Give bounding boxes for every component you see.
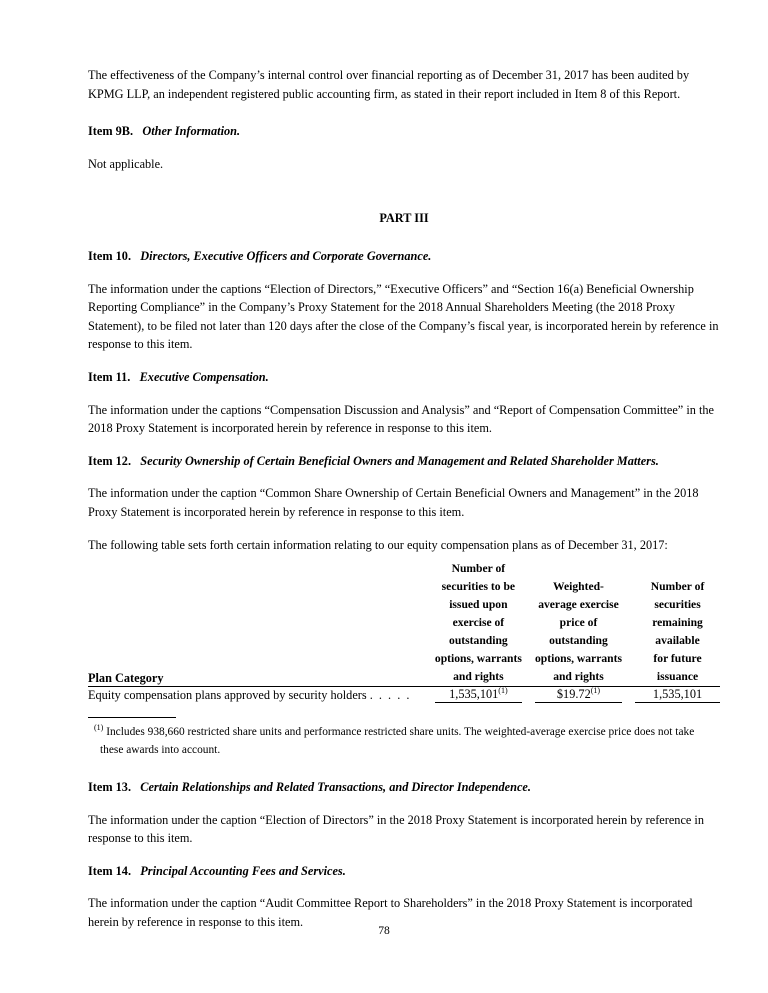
col3-line4: available xyxy=(655,634,700,648)
heading-item-12 xyxy=(88,452,720,471)
paragraph-item-10-body: The information under the captions “Election of Directors,” “Executive Officers” and “Section 16(a) Beneficial Ownership Reporting Compliance” in the Company’s Proxy Statement for the 2018 Annual Shareholders Meeting (the 2018 Proxy Statement), to be filed not later than 120 days after the close of the Company’s fiscal year, is incorporated herein by reference in response to this item. xyxy=(88,281,719,352)
col1-line3: issued upon xyxy=(449,598,508,612)
page-content xyxy=(88,66,720,932)
table-header-col-3 xyxy=(635,560,720,686)
heading-item-12-title: Security Ownership of Certain Beneficial Owners and Management and Related Shareholder Matters. xyxy=(140,453,659,468)
paragraph-item-11-body: The information under the captions “Compensation Discussion and Analysis” and “Report of Compensation Committee” in the 2018 Proxy Statement is incorporated herein by reference in response to this item. xyxy=(88,402,714,436)
col3-line1: Number of xyxy=(650,580,705,594)
heading-item-10-lead: Item 10. xyxy=(88,248,132,263)
heading-item-14-title: Principal Accounting Fees and Services. xyxy=(140,863,346,878)
table-header-col-1 xyxy=(435,560,522,686)
paragraph-item-13-body: The information under the caption “Election of Directors” in the 2018 Proxy Statement is incorporated herein by reference in response to this item. xyxy=(88,812,704,846)
table-cell-value-1-footnote: (1) xyxy=(498,686,508,695)
heading-item-9b-title: Other Information. xyxy=(142,124,241,139)
heading-item-14-lead: Item 14. xyxy=(88,863,132,878)
table-footnote xyxy=(88,724,720,759)
heading-item-10-title: Directors, Executive Officers and Corporate Governance. xyxy=(140,248,432,263)
heading-item-13 xyxy=(88,778,720,797)
table-cell-value-2 xyxy=(535,687,622,703)
paragraph-table-intro: The following table sets forth certain information relating to our equity compensation plans as of December 31, 2017: xyxy=(88,537,668,552)
footnote-divider xyxy=(88,717,176,718)
table-footnote-text: Includes 938,660 restricted share units and performance restricted share units. The weighted-average exercise price does not take these awards into account. xyxy=(100,726,695,756)
col2-line6: and rights xyxy=(553,670,604,684)
heading-item-11 xyxy=(88,368,720,387)
col1-line6: options, warrants xyxy=(434,652,522,666)
col1-line5: outstanding xyxy=(449,634,508,648)
col2-line2: average exercise xyxy=(538,598,619,612)
col3-line3: remaining xyxy=(652,616,703,630)
heading-item-11-lead: Item 11. xyxy=(88,369,131,384)
equity-compensation-table xyxy=(88,560,720,703)
paragraph-not-applicable: Not applicable. xyxy=(88,156,164,171)
part-heading: PART III xyxy=(379,211,429,226)
heading-item-13-title: Certain Relationships and Related Transactions, and Director Independence. xyxy=(140,780,531,795)
col1-line4: exercise of xyxy=(452,616,505,630)
table-header-col-2 xyxy=(535,560,622,686)
heading-item-12-lead: Item 12. xyxy=(88,453,132,468)
col1-line1: Number of xyxy=(451,562,506,576)
col3-line5: for future xyxy=(653,652,702,666)
heading-item-11-title: Executive Compensation. xyxy=(139,369,269,384)
table-row-label-text: Equity compensation plans approved by security holders xyxy=(88,687,367,702)
col2-line4: outstanding xyxy=(549,634,608,648)
table-header-plan-category: Plan Category xyxy=(88,671,164,686)
table-row-leader: . . . . . xyxy=(369,687,411,702)
paragraph-item-12-body: The information under the caption “Common Share Ownership of Certain Beneficial Owners and Management” in the 2018 Proxy Statement is incorporated herein by reference in response to this item. xyxy=(88,486,699,519)
table-cell-value-3-text: 1,535,101 xyxy=(652,687,703,702)
col1-line2: securities to be xyxy=(441,580,516,594)
table-footnote-marker: (1) xyxy=(94,723,104,733)
heading-item-13-lead: Item 13. xyxy=(88,780,132,795)
paragraph-item-14-body: The information under the caption “Audit Committee Report to Shareholders” in the 2018 Proxy Statement is incorporated herein by reference in response to this item. xyxy=(88,896,693,930)
table-cell-value-2-footnote: (1) xyxy=(590,686,601,695)
table-row-label xyxy=(88,687,422,703)
col2-line5: options, warrants xyxy=(535,652,622,666)
col3-line6: issuance xyxy=(656,670,699,684)
paragraph-internal-control: The effectiveness of the Company’s internal control over financial reporting as of December 31, 2017 has been audited by KPMG LLP, an independent registered public accounting firm, as stated in their report included in Item 8 of this Report. xyxy=(88,68,690,101)
table-row xyxy=(88,687,720,703)
heading-item-9b xyxy=(88,122,720,141)
col1-line7: and rights xyxy=(453,670,504,684)
col2-line1: Weighted- xyxy=(553,580,604,594)
col2-line3: price of xyxy=(559,616,598,630)
table-header-row xyxy=(88,560,720,686)
table-cell-value-2-text: $19.72 xyxy=(556,687,591,702)
heading-item-14 xyxy=(88,862,720,881)
table-cell-value-1 xyxy=(435,687,522,703)
table-cell-value-3 xyxy=(635,687,720,703)
heading-item-9b-lead: Item 9B. xyxy=(88,124,134,139)
heading-item-10 xyxy=(88,247,720,266)
page-number: 78 xyxy=(378,924,390,937)
table-cell-value-1-text: 1,535,101 xyxy=(449,687,499,702)
col3-line2: securities xyxy=(654,598,701,612)
